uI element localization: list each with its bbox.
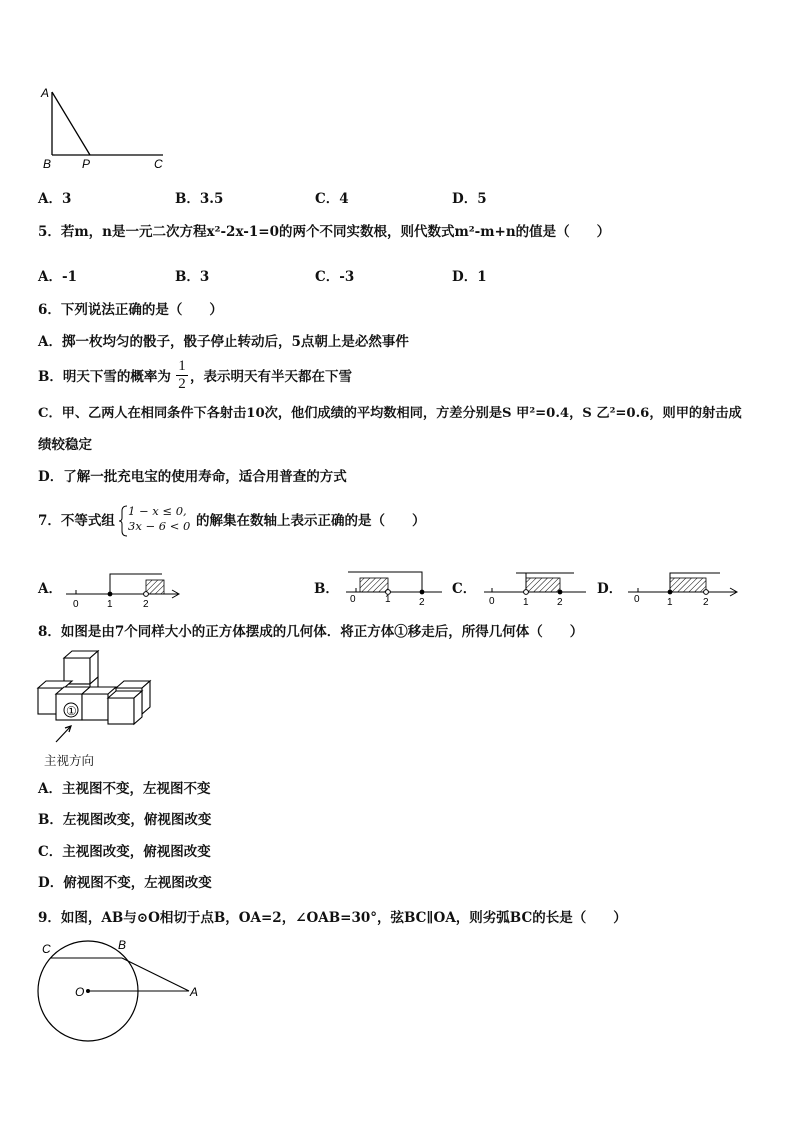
tick-2: 2	[419, 597, 425, 608]
q7-option-a[interactable]: A．	[38, 581, 62, 597]
q6-option-d[interactable]: D．了解一批充电宝的使用寿命，适合用普查的方式	[38, 469, 347, 485]
q6-option-c-line1[interactable]: C．甲、乙两人在相同条件下各射击10次，他们成绩的平均数相同，方差分别是S 甲²=0.4，S 乙²=0.6，则甲的射击成	[38, 406, 742, 421]
q4-option-c[interactable]: C．4	[315, 191, 349, 207]
q6-stem: 6．下列说法正确的是（ ）	[38, 302, 223, 318]
circle-tangent-figure	[36, 936, 206, 1044]
tick-1: 1	[385, 594, 391, 605]
q8-option-c[interactable]: C．主视图改变，俯视图改变	[38, 844, 211, 860]
tick-2: 2	[557, 597, 563, 608]
q9-stem: 9．如图，AB与⊙O相切于点B，OA=2，∠OAB=30°，弦BC∥OA，则劣弧BC的长是（ ）	[38, 910, 627, 926]
q8-option-b[interactable]: B．左视图改变，俯视图改变	[38, 812, 212, 828]
q5-stem: 5．若m，n是一元二次方程x²-2x-1=0的两个不同实数根，则代数式m²-m+n的值是（ ）	[38, 224, 611, 240]
label-C: C	[42, 942, 51, 956]
q6-b-pre: B．明天下雪的概率为	[38, 369, 171, 385]
numberline-c	[480, 566, 592, 608]
q7-stem-pre: 7．不等式组	[38, 513, 115, 529]
tick-0: 0	[634, 594, 640, 605]
numberline-a	[62, 568, 182, 610]
label-P: P	[82, 157, 91, 171]
q8-option-a[interactable]: A．主视图不变，左视图不变	[38, 781, 211, 797]
q7-option-b[interactable]: B．	[314, 581, 339, 597]
q6-b-fraction	[176, 358, 188, 393]
numberline-d	[624, 566, 744, 608]
numberline-b	[342, 566, 454, 608]
tick-0: 0	[350, 594, 356, 605]
fraction-numerator: 1	[178, 358, 186, 374]
tick-0: 0	[489, 596, 495, 607]
q7-option-c[interactable]: C．	[452, 581, 477, 597]
label-O: O	[75, 985, 85, 999]
triangle-figure	[38, 84, 173, 174]
q5-option-c[interactable]: C．-3	[315, 269, 355, 285]
q5-option-a[interactable]: A．-1	[38, 269, 77, 285]
cubes-figure	[36, 650, 158, 750]
tick-2: 2	[143, 599, 149, 610]
q5-option-d[interactable]: D．1	[452, 269, 487, 285]
q8-stem: 8．如图是由7个同样大小的正方体摆成的几何体．将正方体①移走后，所得几何体（ ）	[38, 624, 584, 640]
q8-option-d[interactable]: D．俯视图不变，左视图改变	[38, 875, 212, 891]
q5-option-b[interactable]: B．3	[175, 269, 210, 285]
q4-option-a[interactable]: A．3	[38, 191, 72, 207]
q6-option-a[interactable]: A．掷一枚均匀的骰子，骰子停止转动后，5点朝上是必然事件	[38, 334, 409, 350]
q7-inequality-2: 3𝑥 − 6 < 0	[128, 519, 191, 533]
q7-option-d[interactable]: D．	[597, 581, 623, 597]
cube-1-label: ①	[66, 704, 77, 718]
label-B: B	[43, 157, 52, 171]
view-direction-label: 主视方向	[44, 753, 95, 768]
fraction-denominator: 2	[178, 376, 186, 392]
q4-option-d[interactable]: D．5	[452, 191, 487, 207]
q7-stem-post: 的解集在数轴上表示正确的是（ ）	[196, 513, 426, 529]
label-C: C	[154, 157, 163, 171]
tick-1: 1	[523, 597, 529, 608]
q7-inequality-1: 1 − 𝑥 ≤ 0,	[128, 504, 187, 518]
tick-2: 2	[703, 597, 709, 608]
tick-1: 1	[107, 599, 113, 610]
label-A: A	[41, 86, 50, 100]
label-A: A	[190, 985, 199, 999]
q6-b-post: ，表示明天有半天都在下雪	[190, 369, 352, 385]
label-B: B	[118, 938, 127, 952]
q4-option-b[interactable]: B．3.5	[175, 191, 224, 207]
tick-1: 1	[667, 597, 673, 608]
tick-0: 0	[73, 599, 79, 610]
q6-option-c-line2: 绩较稳定	[38, 437, 92, 453]
